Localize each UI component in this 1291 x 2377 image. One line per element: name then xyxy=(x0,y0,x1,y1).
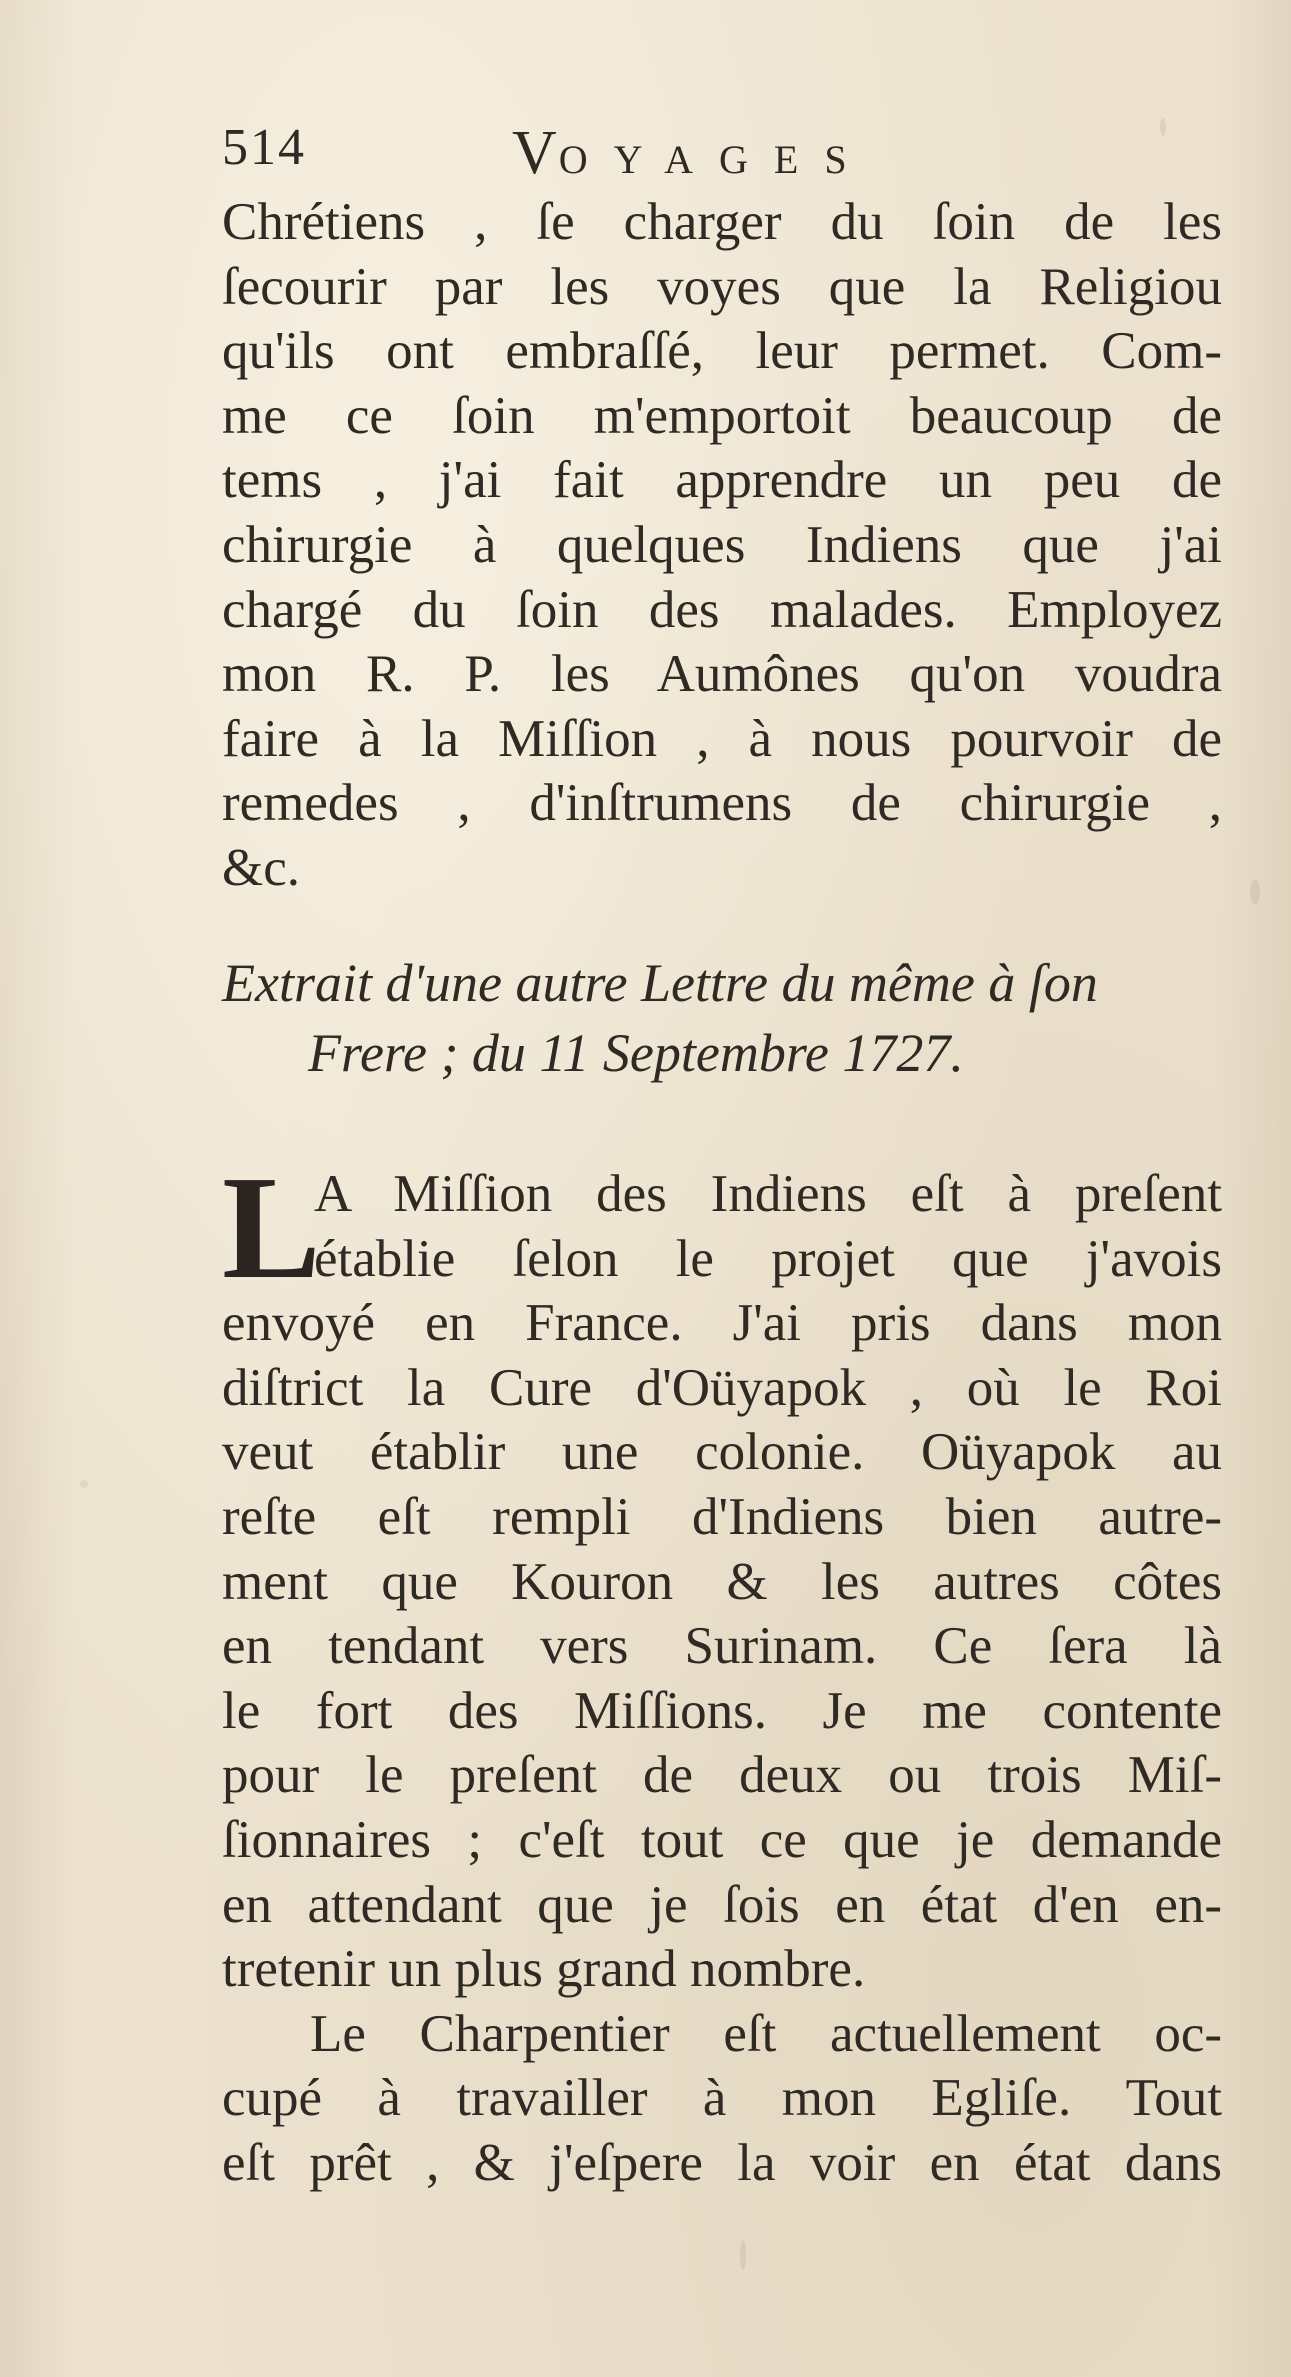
text-line: A Miſſion des Indiens eſt à preſent xyxy=(314,1165,1222,1223)
text-line: diſtrict la Cure d'Oüyapok , où le Roi xyxy=(222,1358,1222,1417)
text-line: ſionnaires ; c'eſt tout ce que je demande xyxy=(222,1810,1222,1869)
paper-speck xyxy=(1160,118,1166,136)
text-line: le fort des Miſſions. Je me contente xyxy=(222,1681,1222,1740)
text-line: veut établir une colonie. Oüyapok au xyxy=(222,1423,1222,1482)
text-line: Le Charpentier eſt actuellement oc- xyxy=(310,2004,1222,2063)
page-number: 514 xyxy=(222,119,306,176)
running-head-initial: V xyxy=(512,119,559,187)
text-line: &c. xyxy=(222,838,300,897)
running-head-rest: OYAGES xyxy=(558,137,873,182)
text-line: envoyé en France. J'ai pris dans mon xyxy=(222,1294,1222,1353)
text-line: ſecourir par les voyes que la Religiou xyxy=(222,257,1222,316)
letter-paragraph xyxy=(222,1162,1222,2196)
paper-speck xyxy=(80,1480,88,1488)
running-head xyxy=(512,118,873,189)
text-line: ment que Kouron & les autres côtes xyxy=(222,1552,1222,1611)
text-line: reſte eſt rempli d'Indiens bien autre- xyxy=(222,1487,1222,1546)
text-line: chargé du ſoin des malades. Employez xyxy=(222,580,1222,639)
text-line: établie ſelon le projet que j'avois xyxy=(314,1229,1222,1288)
page-header xyxy=(222,118,1122,188)
text-line: faire à la Miſſion , à nous pourvoir de xyxy=(222,709,1222,768)
paper-speck xyxy=(1250,880,1260,904)
paper-speck xyxy=(740,2240,746,2270)
text-line: Chrétiens , ſe charger du ſoin de les xyxy=(222,193,1222,251)
text-line: en tendant vers Surinam. Ce ſera là xyxy=(222,1617,1222,1676)
text-line: qu'ils ont embraſſé, leur permet. Com- xyxy=(222,322,1222,381)
text-line: remedes , d'inſtrumens de chirurgie , xyxy=(222,774,1222,833)
drop-cap: L xyxy=(222,1146,321,1310)
text-line: eſt prêt , & j'eſpere la voir en état dans xyxy=(222,2133,1222,2192)
text-line: chirurgie à quelques Indiens que j'ai xyxy=(222,515,1222,574)
text-line: tretenir un plus grand nombre. xyxy=(222,1940,866,1999)
section-heading-line: Frere ; du 11 Septembre 1727. xyxy=(308,1023,964,1083)
paragraph-continued xyxy=(222,190,1222,901)
text-line: cupé à travailler à mon Egliſe. Tout xyxy=(222,2069,1222,2128)
section-heading-line: Extrait d'une autre Lettre du même à ſon xyxy=(222,953,1098,1013)
section-heading xyxy=(222,948,1222,1088)
text-line: en attendant que je ſois en état d'en en- xyxy=(222,1875,1222,1934)
text-line: me ce ſoin m'emportoit beaucoup de xyxy=(222,386,1222,445)
text-line: mon R. P. les Aumônes qu'on voudra xyxy=(222,645,1222,704)
text-line: tems , j'ai fait apprendre un peu de xyxy=(222,451,1222,510)
text-line: pour le preſent de deux ou trois Miſ- xyxy=(222,1746,1222,1805)
